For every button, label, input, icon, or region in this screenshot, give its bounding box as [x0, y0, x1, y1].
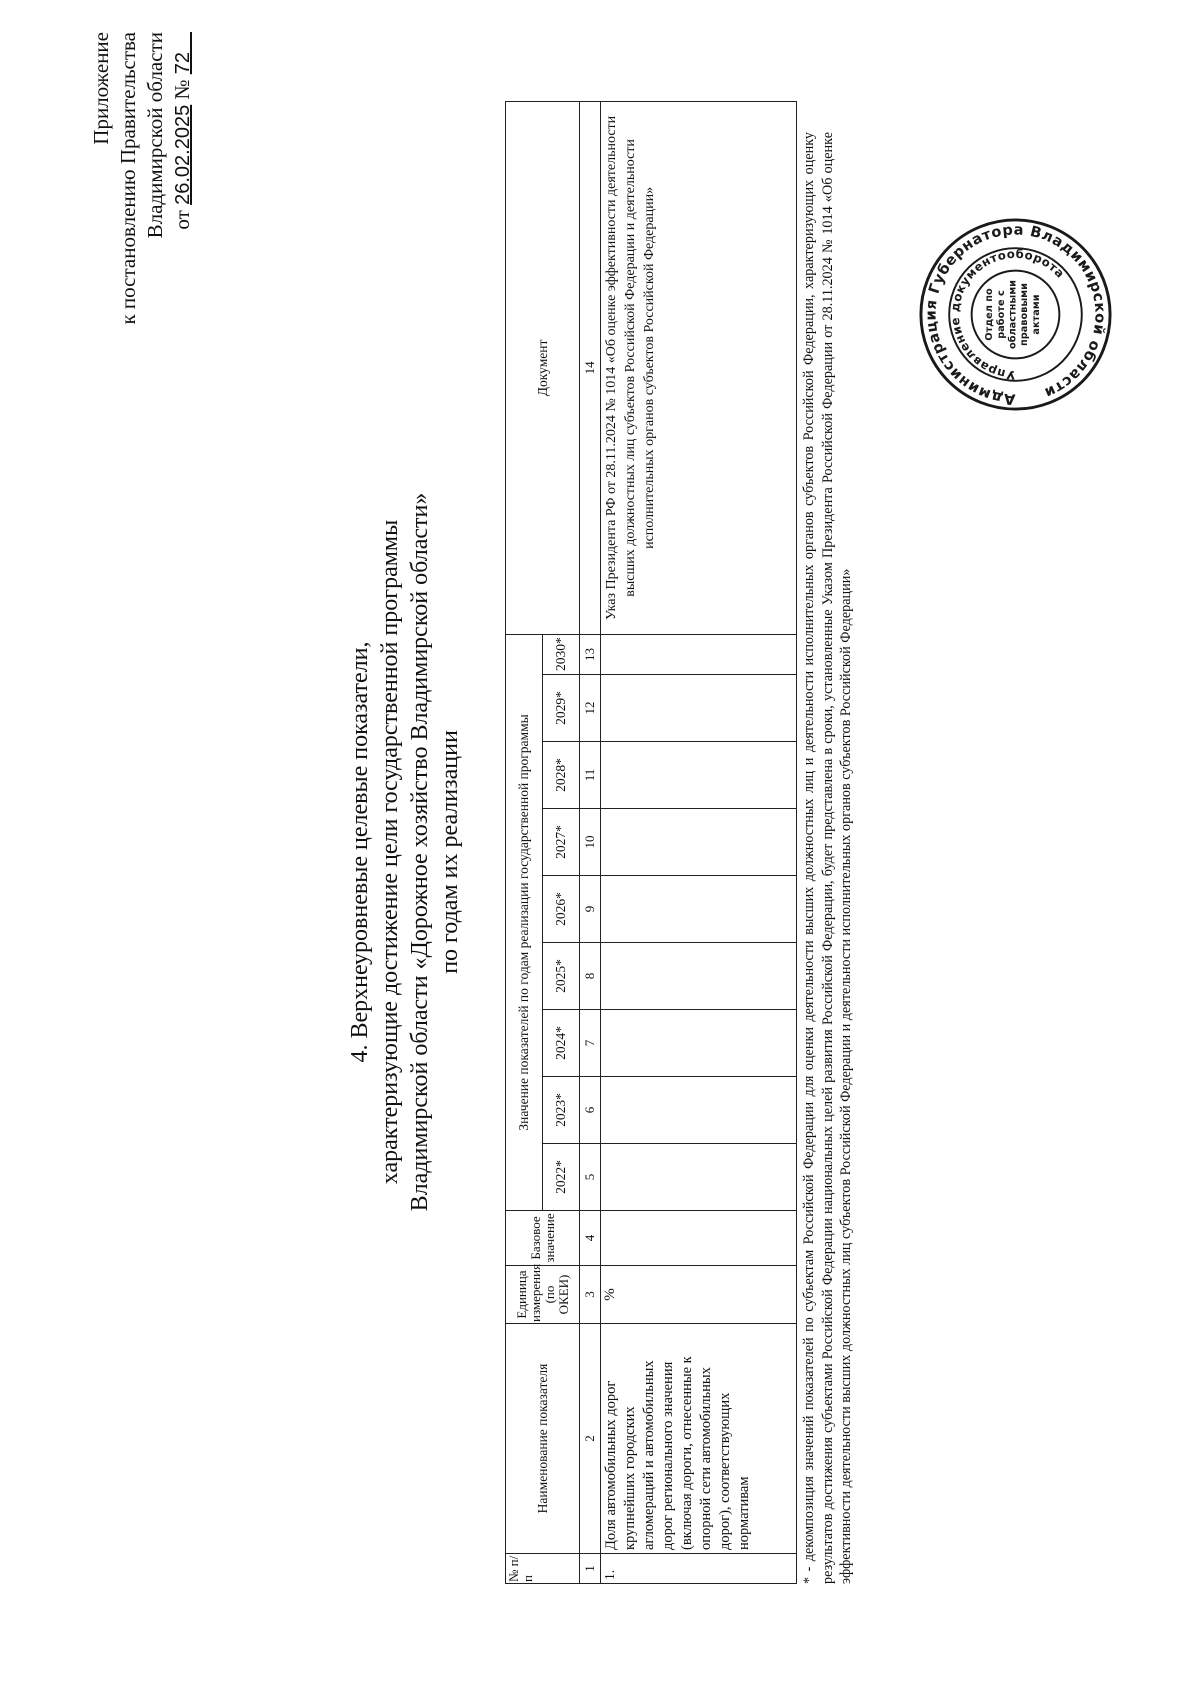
- header-year: 2027*: [543, 809, 580, 876]
- row-value: [601, 1077, 797, 1144]
- header-year: 2028*: [543, 742, 580, 809]
- column-number: 8: [580, 943, 601, 1010]
- number-prefix: №: [170, 79, 194, 100]
- header-unit: Единица измерения (по ОКЕИ): [506, 1266, 580, 1324]
- row-document: Указ Президента РФ от 28.11.2024 № 1014 «Об оценке эффективности деятельности высших должностных лиц субъектов Российской Федерации и деятельности исполнительных органов субъектов Российской Федерации»: [601, 101, 797, 634]
- title-line-2: характеризующие достижение цели государственной программы: [377, 519, 403, 1185]
- header-year: 2025*: [543, 943, 580, 1010]
- row-value: [601, 634, 797, 674]
- column-number: 6: [580, 1077, 601, 1144]
- title-line-3: Владимирской области «Дорожное хозяйство Владимирской области»: [407, 492, 433, 1212]
- header-values-group: Значение показателей по годам реализации государственной программы: [506, 634, 543, 1210]
- title-line-4: по годам их реализации: [437, 730, 463, 974]
- column-number: 5: [580, 1144, 601, 1211]
- date-prefix: от: [170, 210, 194, 230]
- approval-line-1: Приложение: [89, 32, 113, 145]
- row-value: [601, 876, 797, 943]
- approval-number: 72: [172, 52, 194, 75]
- row-value: [601, 809, 797, 876]
- approval-block: [88, 32, 197, 352]
- row-value: [601, 943, 797, 1010]
- column-number: 14: [580, 101, 601, 634]
- seal-center-text: Отдел по работе с областными правовыми актами: [984, 279, 1042, 350]
- footnote: * - декомпозиция значений показателей по субъектам Российской Федерации для оценки деятельности высших должностных лиц и деятельности исполнительных органов субъектов Российской Федерации, характеризующих оценку результатов достижения субъектами Российской Федерации национальных целей развития Российской Федерации, будет представлена в сроки, установленные Указом Президента Российской Федерации от 28.11.2024 № 1014 «Об оценке эффективности деятельности высших должностных лиц субъектов Российской Федерации и деятельности исполнительных органов субъектов Российской Федерации»: [801, 132, 855, 1584]
- page-title: [345, 302, 465, 1402]
- column-number: 9: [580, 876, 601, 943]
- column-number: 10: [580, 809, 601, 876]
- title-line-1: 4. Верхнеуровневые целевые показатели,: [347, 641, 373, 1063]
- indicators-table: [505, 101, 797, 1584]
- header-document: Документ: [506, 101, 580, 634]
- row-value: [601, 675, 797, 742]
- row-value: [601, 1144, 797, 1211]
- header-year: 2024*: [543, 1010, 580, 1077]
- column-numbers-row: [580, 101, 601, 1583]
- row-value: [601, 742, 797, 809]
- header-base: Базовое значение: [506, 1211, 580, 1266]
- official-seal: [918, 217, 1113, 412]
- row-name: Доля автомобильных дорог крупнейших городских агломераций и автомобильных дорог регионального значения (включая дороги, отнесенные к опорной сети автомобильных дорог), соответствующих нормативам: [601, 1324, 797, 1554]
- column-number: 7: [580, 1010, 601, 1077]
- row-value: [601, 1010, 797, 1077]
- column-number: 11: [580, 742, 601, 809]
- column-number: 2: [580, 1324, 601, 1554]
- header-year: 2026*: [543, 876, 580, 943]
- column-number: 4: [580, 1211, 601, 1266]
- seal-outer-text: Администрация Губернатора Владимирской области: [922, 221, 1109, 408]
- approval-line-2: к постановлению Правительства: [116, 32, 140, 325]
- row-unit: %: [601, 1266, 797, 1324]
- column-number: 1: [580, 1554, 601, 1584]
- header-year: 2022*: [543, 1144, 580, 1211]
- header-num: № п/п: [506, 1554, 580, 1584]
- column-number: 3: [580, 1266, 601, 1324]
- table-row: [601, 101, 797, 1583]
- header-year: 2029*: [543, 675, 580, 742]
- approval-line-3: Владимирской области: [143, 32, 167, 239]
- row-base: [601, 1211, 797, 1266]
- approval-date-line: [169, 32, 197, 352]
- column-number: 13: [580, 634, 601, 674]
- header-year: 2023*: [543, 1077, 580, 1144]
- approval-date: 26.02.2025: [172, 104, 194, 205]
- header-year: 2030*: [543, 634, 580, 674]
- seal-inner-text: Управление документооборота: [947, 246, 1068, 383]
- header-name: Наименование показателя: [506, 1324, 580, 1554]
- column-number: 12: [580, 675, 601, 742]
- row-num: 1.: [601, 1554, 797, 1584]
- table-header-row: [506, 101, 543, 1583]
